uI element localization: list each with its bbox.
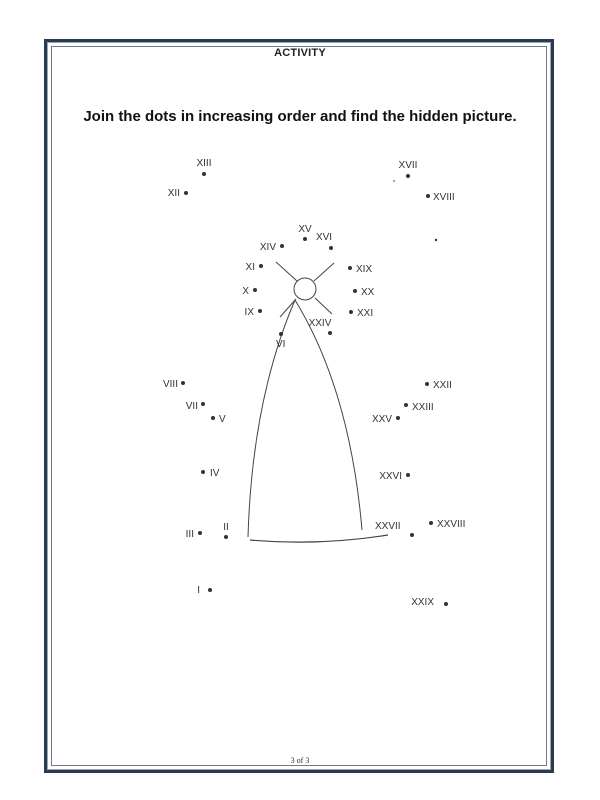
dot-label: XXIII bbox=[412, 402, 434, 413]
dot-point bbox=[245, 307, 262, 318]
dot-point bbox=[223, 522, 229, 539]
dot-label: XIV bbox=[259, 242, 276, 253]
dot-label: X bbox=[242, 286, 249, 297]
dot-label: IV bbox=[210, 468, 220, 479]
cone-right-line bbox=[295, 300, 362, 530]
dot-point bbox=[348, 264, 372, 275]
stray-speck bbox=[393, 180, 395, 182]
dot-label: XV bbox=[298, 224, 312, 235]
dot-label: XX bbox=[361, 287, 375, 298]
dot-point bbox=[276, 332, 285, 350]
dot-point bbox=[168, 188, 188, 199]
dot-point bbox=[186, 401, 205, 412]
dot-point bbox=[197, 585, 212, 596]
dot-label: III bbox=[185, 529, 194, 540]
dot-label: XXV bbox=[371, 414, 392, 425]
ray-top-left bbox=[276, 262, 297, 281]
dot-label: XI bbox=[245, 262, 255, 273]
cone-left-line bbox=[248, 300, 295, 537]
dot-point bbox=[429, 519, 465, 530]
dot-point bbox=[411, 597, 448, 608]
dot-label: XIX bbox=[356, 264, 373, 275]
dot-label: XVII bbox=[398, 160, 418, 171]
ray-top-right bbox=[314, 263, 334, 281]
dot-label: XXIV bbox=[308, 318, 332, 329]
dot-point bbox=[349, 308, 373, 319]
activity-title: ACTIVITY bbox=[274, 47, 326, 59]
dot-point bbox=[246, 262, 263, 273]
dot-point bbox=[242, 286, 257, 297]
dot-label: VII bbox=[185, 401, 198, 412]
stray-speck bbox=[435, 239, 437, 241]
dot-label: XXVII bbox=[375, 521, 401, 532]
dot-label: I bbox=[197, 585, 200, 596]
ray-bottom-left bbox=[280, 299, 296, 317]
base-line bbox=[250, 535, 388, 542]
dot-point bbox=[372, 414, 400, 425]
dot-label: XXVIII bbox=[437, 519, 466, 530]
instruction-text: Join the dots in increasing order and find the hidden picture. bbox=[83, 108, 517, 125]
dot-label: XXI bbox=[357, 308, 374, 319]
dot-point bbox=[404, 402, 434, 413]
page-number: 3 of 3 bbox=[290, 756, 310, 765]
dot-point bbox=[425, 380, 452, 391]
dot-point bbox=[211, 414, 226, 425]
dot-label: XXVI bbox=[379, 471, 402, 482]
dot-point bbox=[316, 232, 333, 250]
dot-label: XVIII bbox=[433, 192, 455, 203]
dot-point bbox=[298, 224, 312, 241]
ray-bottom-right bbox=[315, 298, 332, 314]
dot-label: XXIX bbox=[411, 597, 434, 608]
dot-point bbox=[196, 158, 211, 176]
dot-point bbox=[379, 471, 410, 482]
dot-label: XIII bbox=[196, 158, 212, 169]
dot-point bbox=[163, 379, 185, 390]
dot-point bbox=[186, 529, 202, 540]
dot-point bbox=[201, 468, 220, 479]
dot-label: XVI bbox=[315, 232, 333, 243]
dot-label: IX bbox=[244, 307, 254, 318]
dot-point bbox=[399, 160, 418, 178]
dot-point bbox=[375, 521, 414, 537]
head-circle bbox=[294, 278, 316, 300]
dot-point bbox=[260, 242, 284, 253]
dot-label: VI bbox=[276, 339, 286, 350]
dot-label: V bbox=[219, 414, 226, 425]
dot-label: VIII bbox=[162, 379, 178, 390]
dot-point bbox=[353, 287, 375, 298]
dot-label: II bbox=[223, 522, 229, 533]
dot-label: XII bbox=[167, 188, 180, 199]
dot-point bbox=[426, 192, 455, 203]
dot-label: XXII bbox=[433, 380, 452, 391]
